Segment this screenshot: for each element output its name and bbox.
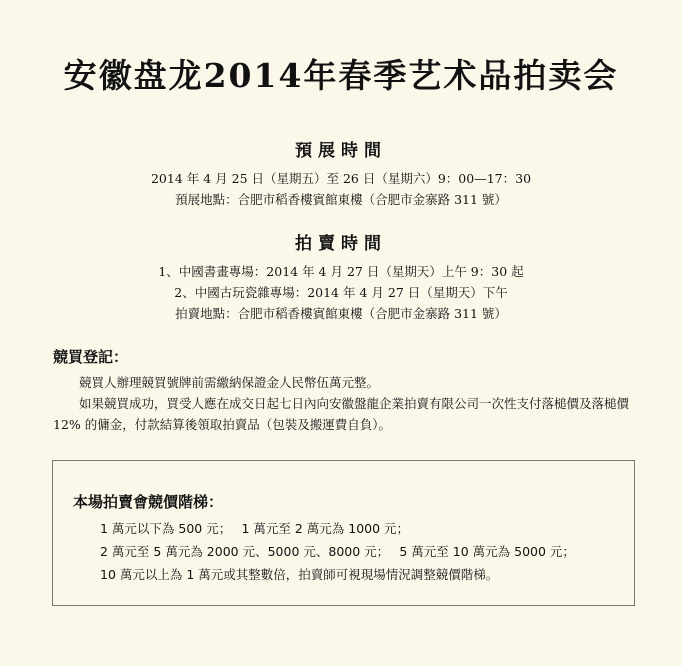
bid-increment-line-3: 10 萬元以上為 1 萬元或其整數倍，拍賣師可視現場情況調整競價階梯。 [100, 567, 499, 582]
preview-section [0, 140, 682, 210]
registration-deposit-paragraph: 競買人辦理競買號牌前需繳納保證金人民幣伍萬元整。 [79, 375, 380, 390]
bid-increment-list [100, 517, 575, 586]
registration-payment-paragraph: 如果競買成功，買受人應在成交日起七日內向安徽盤龍企業拍賣有限公司一次性支付落槌價及落槌價 12% 的傭金，付款結算後領取拍賣品（包裝及搬運費自負）。 [53, 396, 630, 432]
registration-heading: 競買登記： [53, 348, 129, 366]
page-title: 安徽盘龙2014年春季艺术品拍卖会 [63, 56, 619, 95]
bid-increment-box [52, 460, 635, 606]
registration-section [53, 346, 653, 435]
auction-heading: 拍賣時間 [295, 234, 387, 254]
auction-section [0, 233, 682, 324]
preview-heading: 預展時間 [295, 141, 387, 161]
bid-increment-line-1: 1 萬元以下為 500 元； 1 萬元至 2 萬元為 1000 元； [100, 521, 410, 536]
auction-location-line: 拍賣地點：合肥市稻香樓賓館東樓（合肥市金寨路 311 號） [175, 306, 507, 321]
preview-location-line: 預展地點：合肥市稻香樓賓館東樓（合肥市金寨路 311 號） [175, 192, 507, 207]
bid-increment-heading: 本場拍賣會競價階梯： [73, 493, 224, 511]
preview-time-line: 2014 年 4 月 25 日（星期五）至 26 日（星期六）9：00—17：30 [150, 171, 532, 186]
auction-session-1-line: 1、中國書畫專場：2014 年 4 月 27 日（星期天）上午 9：30 起 [158, 264, 524, 279]
bid-increment-line-2: 2 萬元至 5 萬元為 2000 元、5000 元、8000 元； 5 萬元至 10 萬元為 5000 元； [100, 544, 575, 559]
auction-session-2-line: 2、中國古玩瓷雜專場：2014 年 4 月 27 日（星期天）下午 [174, 285, 508, 300]
